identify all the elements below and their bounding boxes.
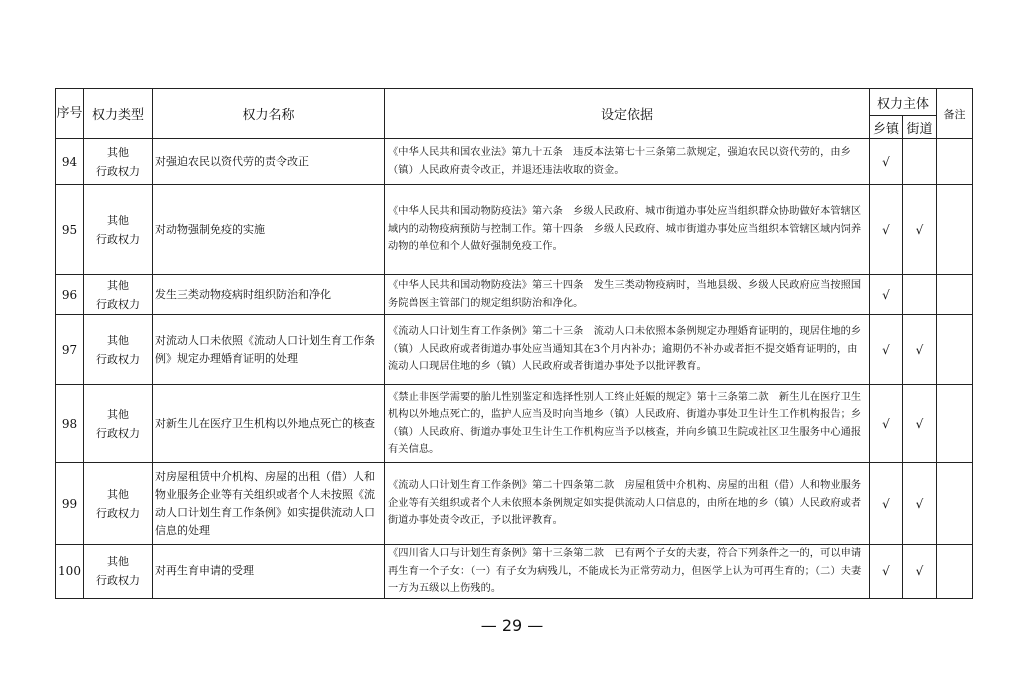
row-type-line2: 行政权力: [96, 164, 140, 178]
row-type: [84, 545, 153, 599]
row-legal-basis: 《流动人口计划生育工作条例》第二十四条第二款 房屋租赁中介机构、房屋的出租（借）人和物业服务企业等有关组织或者个人未依照本条例规定如实提供流动人口信息的，由所在地的乡（镇）人民政府或者街道办事处责令改正，予以批评教育。: [385, 463, 870, 545]
row-street-check: [903, 139, 937, 185]
table-row: [56, 275, 973, 315]
row-type-line1: 其他: [107, 555, 129, 569]
header-township: 乡镇: [870, 116, 903, 139]
row-type: [84, 139, 153, 185]
header-seq: 序号: [56, 89, 84, 139]
row-remark: [937, 275, 973, 315]
row-legal-basis: 《四川省人口与计划生育条例》第十三条第二款 已有两个子女的夫妻，符合下列条件之一的，可以申请再生育一个子女：（一）有子女为病残儿，不能成长为正常劳动力，但医学上认为可再生育的；（二）夫妻一方为五级以上伤残的。: [385, 545, 870, 599]
row-type-line1: 其他: [107, 278, 129, 292]
row-type: [84, 315, 153, 385]
header-subject: 权力主体: [870, 89, 937, 116]
row-township-check: √: [870, 275, 903, 315]
row-street-check: √: [903, 385, 937, 463]
row-type: [84, 463, 153, 545]
row-remark: [937, 185, 973, 275]
row-type-line1: 其他: [107, 333, 129, 347]
row-type-line2: 行政权力: [96, 297, 140, 311]
row-power-name: 对新生儿在医疗卫生机构以外地点死亡的核查: [153, 385, 385, 463]
row-type-line2: 行政权力: [96, 426, 140, 440]
row-power-name: 对动物强制免疫的实施: [153, 185, 385, 275]
row-type-line2: 行政权力: [96, 232, 140, 246]
row-seq: 98: [56, 385, 84, 463]
row-township-check: √: [870, 463, 903, 545]
row-type-line1: 其他: [107, 213, 129, 227]
row-legal-basis: 《中华人民共和国农业法》第九十五条 违反本法第七十三条第二款规定，强迫农民以资代劳的，由乡（镇）人民政府责令改正，并退还违法收取的资金。: [385, 139, 870, 185]
row-power-name: 对再生育申请的受理: [153, 545, 385, 599]
row-street-check: √: [903, 545, 937, 599]
row-street-check: √: [903, 185, 937, 275]
row-type-line1: 其他: [107, 145, 129, 159]
row-legal-basis: 《中华人民共和国动物防疫法》第三十四条 发生三类动物疫病时，当地县级、乡级人民政府应当按照国务院兽医主管部门的规定组织防治和净化。: [385, 275, 870, 315]
row-seq: 100: [56, 545, 84, 599]
row-street-check: [903, 275, 937, 315]
header-name: 权力名称: [153, 89, 385, 139]
row-seq: 96: [56, 275, 84, 315]
row-remark: [937, 315, 973, 385]
row-power-name: 对房屋租赁中介机构、房屋的出租（借）人和物业服务企业等有关组织或者个人未按照《流动人口计划生育工作条例》如实提供流动人口信息的处理: [153, 463, 385, 545]
page-number: — 29 —: [480, 616, 544, 635]
table-row: [56, 315, 973, 385]
row-street-check: √: [903, 315, 937, 385]
row-township-check: √: [870, 185, 903, 275]
row-remark: [937, 139, 973, 185]
row-type-line1: 其他: [107, 487, 129, 501]
row-seq: 99: [56, 463, 84, 545]
row-street-check: √: [903, 463, 937, 545]
header-basis: 设定依据: [385, 89, 870, 139]
table-row: [56, 463, 973, 545]
row-township-check: √: [870, 545, 903, 599]
row-legal-basis: 《禁止非医学需要的胎儿性别鉴定和选择性别人工终止妊娠的规定》第十三条第二款 新生儿在医疗卫生机构以外地点死亡的，监护人应当及时向当地乡（镇）人民政府、街道办事处卫生计生工作机构报告；乡（镇）人民政府、街道办事处卫生计生工作机构应当予以核查，并向乡镇卫生院或社区卫生服务中心通报有关信息。: [385, 385, 870, 463]
row-type: [84, 275, 153, 315]
table-row: [56, 139, 973, 185]
row-seq: 94: [56, 139, 84, 185]
row-remark: [937, 545, 973, 599]
table-row: [56, 545, 973, 599]
row-type-line2: 行政权力: [96, 352, 140, 366]
row-type-line2: 行政权力: [96, 574, 140, 588]
row-power-name: 对流动人口未依照《流动人口计划生育工作条例》规定办理婚育证明的处理: [153, 315, 385, 385]
header-street: 街道: [903, 116, 937, 139]
row-legal-basis: 《中华人民共和国动物防疫法》第六条 乡级人民政府、城市街道办事处应当组织群众协助做好本管辖区域内的动物疫病预防与控制工作。第十四条 乡级人民政府、城市街道办事处应当组织本管辖区域内饲养动物的单位和个人做好强制免疫工作。: [385, 185, 870, 275]
row-seq: 95: [56, 185, 84, 275]
row-type: [84, 185, 153, 275]
table-row: [56, 185, 973, 275]
row-type-line1: 其他: [107, 407, 129, 421]
header-type: 权力类型: [84, 89, 153, 139]
row-type: [84, 385, 153, 463]
powers-table: [55, 88, 973, 599]
row-township-check: √: [870, 385, 903, 463]
row-seq: 97: [56, 315, 84, 385]
row-township-check: √: [870, 139, 903, 185]
table-row: [56, 385, 973, 463]
row-type-line2: 行政权力: [96, 506, 140, 520]
row-township-check: √: [870, 315, 903, 385]
row-remark: [937, 385, 973, 463]
row-legal-basis: 《流动人口计划生育工作条例》第二十三条 流动人口未依照本条例规定办理婚育证明的，现居住地的乡（镇）人民政府或者街道办事处应当通知其在3个月内补办；逾期仍不补办或者拒不提交婚育证明的，由流动人口现居住地的乡（镇）人民政府或者街道办事处予以批评教育。: [385, 315, 870, 385]
row-power-name: 对强迫农民以资代劳的责令改正: [153, 139, 385, 185]
row-power-name: 发生三类动物疫病时组织防治和净化: [153, 275, 385, 315]
header-remark: 备注: [937, 89, 973, 139]
row-remark: [937, 463, 973, 545]
